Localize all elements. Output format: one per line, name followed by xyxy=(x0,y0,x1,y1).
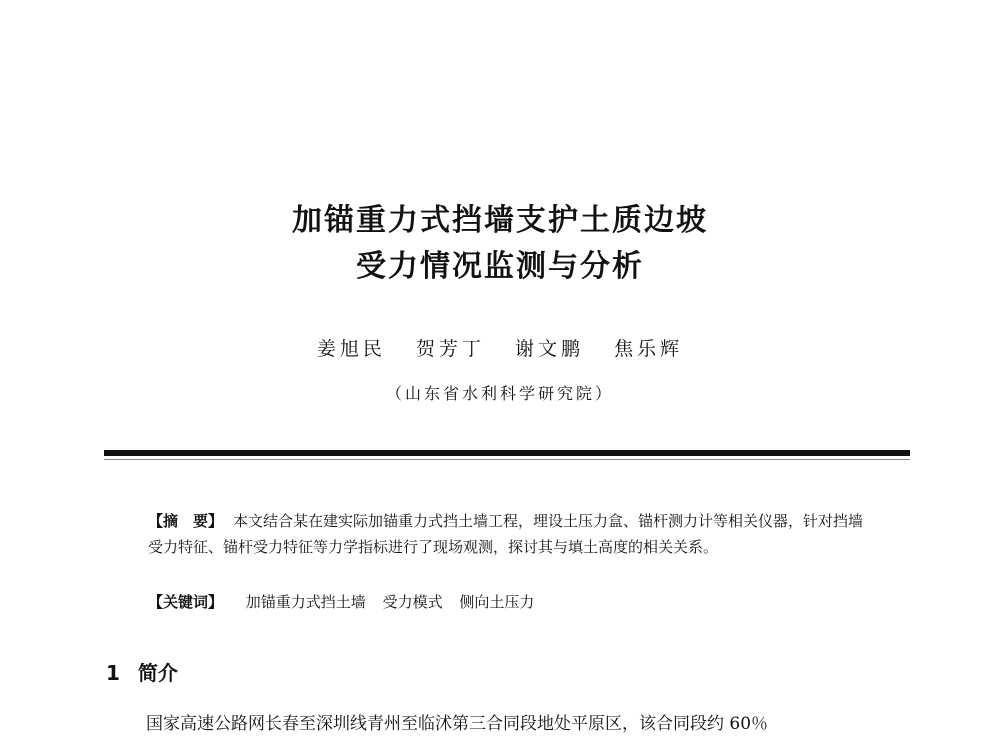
header-divider-thick xyxy=(104,450,910,456)
section-number: 1 xyxy=(106,661,120,685)
keyword-item: 受力模式 xyxy=(382,593,443,611)
keyword-item: 加锚重力式挡土墙 xyxy=(245,593,366,611)
author-name: 姜旭民 xyxy=(316,338,386,360)
section-heading xyxy=(106,663,178,683)
author-list xyxy=(0,340,1000,359)
author-name: 谢文鹏 xyxy=(515,338,585,360)
keywords-label: 【关键词】 xyxy=(148,593,224,611)
body-paragraph: 国家高速公路网长春至深圳线青州至临沭第三合同段地处平原区，该合同段约 60％ xyxy=(146,714,769,734)
paper-title-line-2: 受力情况监测与分析 xyxy=(356,249,644,284)
section-title: 简介 xyxy=(137,661,178,685)
affiliation: （山东省水利科学研究院） xyxy=(385,384,614,403)
abstract-label: 【摘 要】 xyxy=(148,512,224,530)
keywords xyxy=(148,589,868,615)
keyword-item: 侧向土压力 xyxy=(459,593,535,611)
paper-title-line-1: 加锚重力式挡墙支护土质边坡 xyxy=(292,203,708,238)
author-name: 贺芳丁 xyxy=(415,338,485,360)
abstract-text: 本文结合某在建实际加锚重力式挡土墙工程，埋设土压力盒、锚杆测力计等相关仪器，针对挡墙受力特征、锚杆受力特征等力学指标进行了现场观测，探讨其与填土高度的相关关系。 xyxy=(148,512,864,556)
author-name: 焦乐辉 xyxy=(614,338,684,360)
abstract xyxy=(148,508,868,560)
header-divider-thin xyxy=(104,459,910,460)
